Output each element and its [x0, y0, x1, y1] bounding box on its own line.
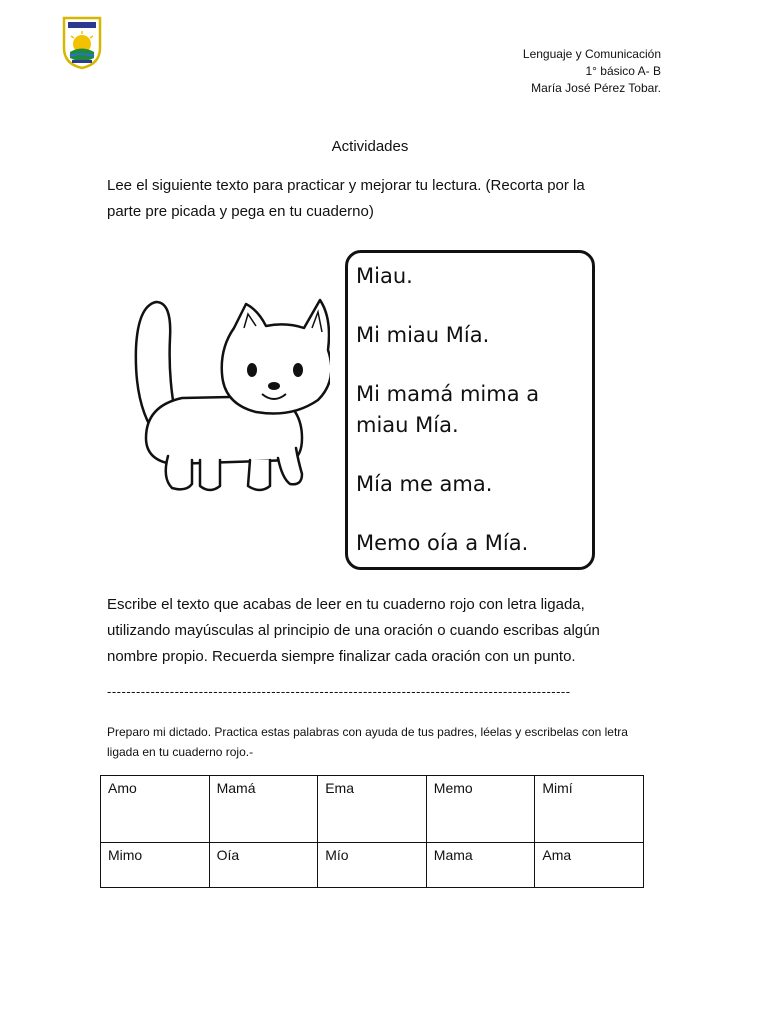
- dictation-instruction: [107, 722, 652, 762]
- reading-instruction-line: parte pre picada y pega en tu cuaderno): [107, 203, 374, 220]
- reading-instruction-line: Lee el siguiente texto para practicar y mejorar tu lectura. (Recorta por la: [107, 177, 585, 194]
- reading-line: Memo oía a Mía.: [356, 531, 529, 555]
- course-label: 1° básico A- B: [585, 64, 661, 78]
- writing-instruction-line: utilizando mayúsculas al principio de una oración o cuando escribas algún: [107, 622, 600, 639]
- table-cell: Memo: [426, 776, 535, 843]
- table-row: [101, 776, 644, 843]
- reading-line: Mía me ama.: [356, 472, 493, 496]
- reading-line: Miau.: [356, 264, 413, 288]
- reading-card: [345, 250, 595, 570]
- table-cell: Mimo: [101, 843, 210, 888]
- school-crest-icon: [60, 14, 104, 70]
- reading-line: Mi miau Mía.: [356, 323, 490, 347]
- dictation-instruction-line: ligada en tu cuaderno rojo.-: [107, 745, 254, 759]
- dictation-instruction-line: Preparo mi dictado. Practica estas palabras con ayuda de tus padres, léelas y escribelas con letra: [107, 725, 628, 739]
- table-cell: Mimí: [535, 776, 644, 843]
- writing-instruction-line: Escribe el texto que acabas de leer en tu cuaderno rojo con letra ligada,: [107, 596, 585, 613]
- reading-line: miau Mía.: [356, 413, 459, 437]
- cut-line: ------------------------------------------------------------------------------------------------: [107, 684, 571, 699]
- table-cell: Mama: [426, 843, 535, 888]
- teacher-name: María José Pérez Tobar.: [531, 81, 661, 95]
- cat-illustration-icon: [106, 288, 330, 500]
- table-cell: Amo: [101, 776, 210, 843]
- page-title: Actividades: [331, 138, 409, 155]
- reading-line: Mi mamá mima a: [356, 382, 540, 406]
- table-cell: Ema: [318, 776, 427, 843]
- word-table: [100, 775, 644, 888]
- writing-instruction-line: nombre propio. Recuerda siempre finalizar cada oración con un punto.: [107, 648, 576, 665]
- table-row: [101, 843, 644, 888]
- table-cell: Oía: [209, 843, 318, 888]
- writing-instruction: [107, 592, 667, 670]
- table-cell: Ama: [535, 843, 644, 888]
- reading-instruction: [107, 173, 667, 225]
- subject-label: Lenguaje y Comunicación: [522, 47, 661, 61]
- table-cell: Mamá: [209, 776, 318, 843]
- document-header: [523, 46, 661, 97]
- table-cell: Mío: [318, 843, 427, 888]
